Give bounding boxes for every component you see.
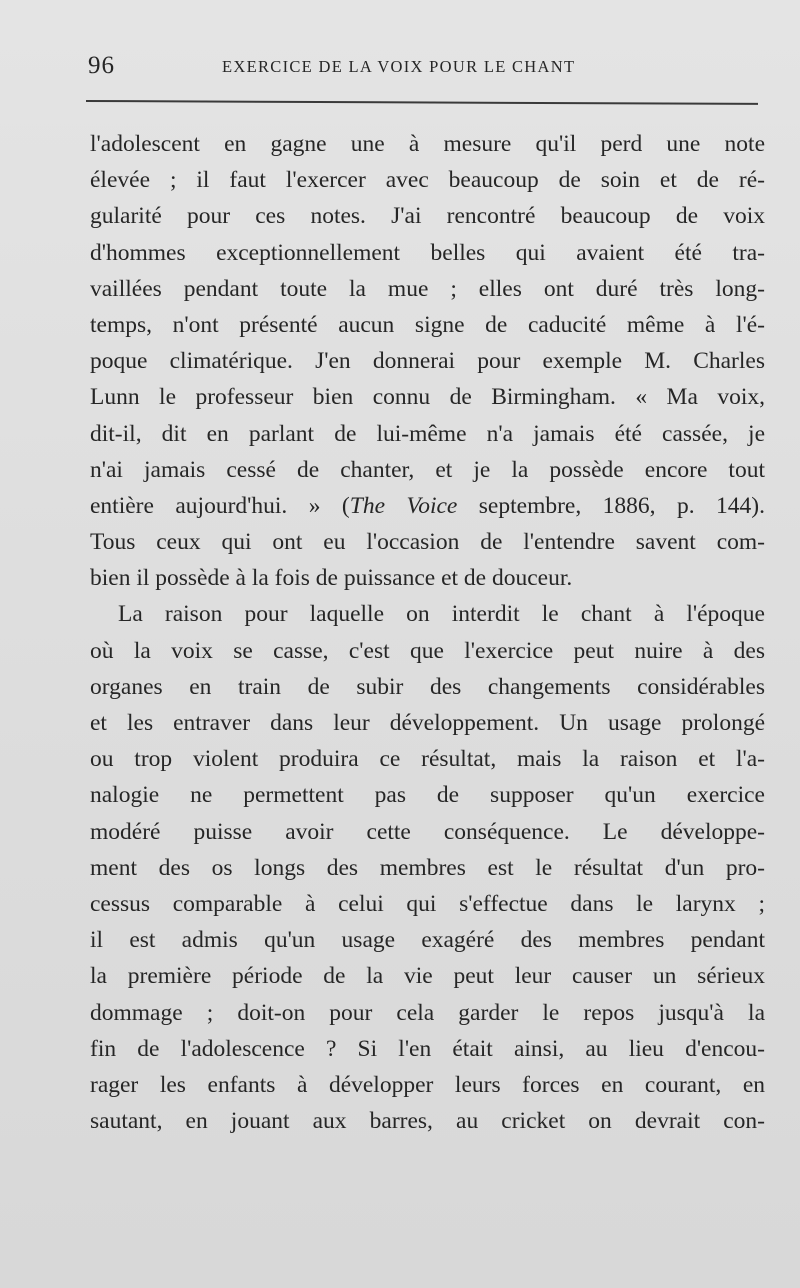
italic-title: The Voice [349, 492, 458, 519]
text-line: où la voix se casse, c'est que l'exercice peut nuire à des [90, 637, 765, 664]
page-number: 96 [88, 52, 115, 79]
text-line: rager les enfants à développer leurs forces en courant, en [90, 1071, 765, 1098]
text-line: l'adolescent en gagne une à mesure qu'il perd une note [90, 131, 765, 157]
text-line: ment des os longs des membres est le résultat d'un pro- [90, 854, 765, 881]
body-text [90, 126, 765, 1139]
text-line: Tous ceux qui ont eu l'occasion de l'entendre savent com- [90, 529, 765, 556]
page-header [88, 52, 758, 82]
text-line: fin de l'adolescence ? Si l'en était ainsi, au lieu d'encou- [90, 1035, 765, 1062]
text-line: dommage ; doit-on pour cela garder le repos jusqu'à la [90, 999, 765, 1026]
text-line: vaillées pendant toute la mue ; elles ont duré très long- [90, 275, 765, 302]
text-line: sautant, en jouant aux barres, au cricket on devrait con- [90, 1108, 765, 1135]
text-line: la première période de la vie peut leur causer un sérieux [90, 963, 765, 990]
text-line: temps, n'ont présenté aucun signe de caducité même à l'é- [90, 311, 765, 338]
text-line: d'hommes exceptionnellement belles qui avaient été tra- [90, 239, 765, 266]
text-segment: septembre, 1886, p. 144). [457, 492, 765, 519]
text-line: La raison pour laquelle on interdit le chant à l'époque [118, 601, 765, 628]
text-line: il est admis qu'un usage exagéré des membres pendant [90, 927, 765, 954]
text-line: gularité pour ces notes. J'ai rencontré beaucoup de voix [90, 203, 765, 230]
text-line: organes en train de subir des changements considérables [90, 673, 765, 700]
text-line: dit-il, dit en parlant de lui-même n'a jamais été cassée, je [90, 420, 765, 447]
text-line: ou trop violent produira ce résultat, mais la raison et l'a- [90, 746, 765, 773]
text-line: Lunn le professeur bien connu de Birmingham. « Ma voix, [90, 384, 765, 411]
text-line: bien il possède à la fois de puissance et de douceur. [90, 565, 573, 592]
text-line [90, 488, 765, 524]
text-line: nalogie ne permettent pas de supposer qu'un exercice [90, 782, 765, 809]
text-line: modéré puisse avoir cette conséquence. Le développe- [90, 818, 765, 845]
text-line: cessus comparable à celui qui s'effectue dans le larynx ; [90, 890, 765, 917]
header-rule [86, 100, 758, 105]
text-line: poque climatérique. J'en donnerai pour exemple M. Charles [90, 348, 765, 375]
running-title: EXERCICE DE LA VOIX POUR LE CHANT [222, 57, 576, 76]
text-line: élevée ; il faut l'exercer avec beaucoup de soin et de ré- [90, 167, 765, 194]
text-segment: entière aujourd'hui. » ( [90, 492, 350, 519]
text-line: n'ai jamais cessé de chanter, et je la possède encore tout [90, 456, 765, 483]
text-line: et les entraver dans leur développement. Un usage prolongé [90, 710, 765, 736]
